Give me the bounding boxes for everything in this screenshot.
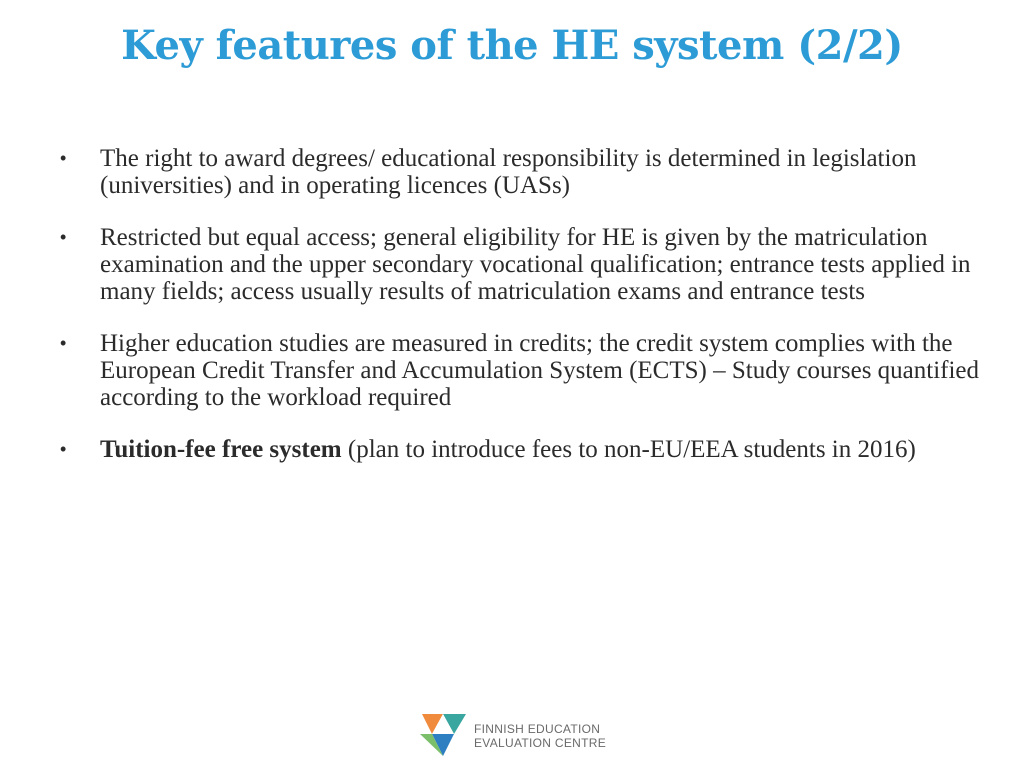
bullet-item (56, 145, 986, 199)
bullet-text: Higher education studies are measured in credits; the credit system complies with the European Credit Transfer and Accumulation System (ECTS) – Study courses quantified according to the workload required (100, 330, 980, 411)
bullet-marker: • (60, 439, 67, 459)
bullet-item (56, 436, 986, 463)
bullet-text: Restricted but equal access; general eligibility for HE is given by the matriculation examination and the upper secondary vocational qualification; entrance tests applied in many fields; access usually results of matriculation exams and entrance tests (100, 224, 971, 305)
bullet-item (56, 224, 986, 305)
bullet-bold-text: Tuition-fee free system (100, 436, 342, 463)
bullet-item (56, 330, 986, 411)
bullet-text: The right to award degrees/ educational responsibility is determined in legislation (universities) and in operating licences (UASs) (100, 145, 917, 199)
bullet-marker: • (60, 148, 67, 168)
bullet-marker: • (60, 333, 67, 353)
organization-logo (416, 710, 616, 760)
logo-line-1: FINNISH EDUCATION (474, 722, 601, 736)
slide-title: Key features of the HE system (2/2) (121, 22, 903, 69)
logo-text (474, 722, 606, 750)
bullet-list (56, 145, 986, 488)
bullet-text: (plan to introduce fees to non-EU/EEA students in 2016) (341, 436, 916, 463)
bullet-marker: • (60, 227, 67, 247)
logo-line-2: EVALUATION CENTRE (474, 736, 607, 750)
triangle-logo-icon (416, 710, 470, 760)
